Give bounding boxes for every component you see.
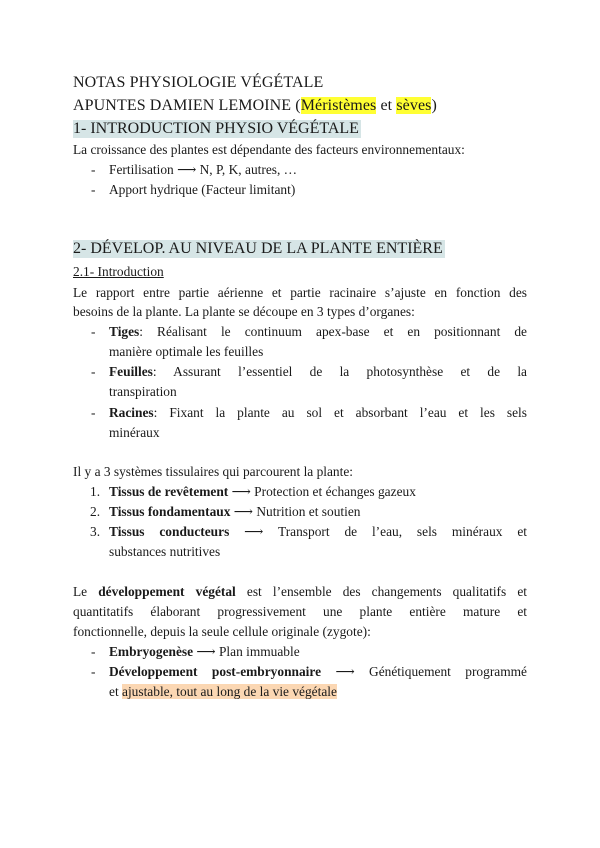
system-term: Tissus conducteurs [109, 524, 230, 539]
system-item [109, 484, 527, 500]
subsection-heading: 2.1- Introduction [73, 264, 164, 279]
bullet-dash: - [91, 182, 96, 197]
organ-term: Tiges [109, 324, 140, 339]
dev-text: est l’ensemble des changements qualitatifs et [235, 584, 527, 599]
paragraph-line: Le rapport entre partie aérienne et partie racinaire s’ajuste en fonction des [73, 285, 527, 300]
dev-item-highlight: ajustable, tout au long de la vie végétale [122, 684, 337, 699]
bullet-dash: - [91, 364, 96, 379]
paragraph-line: besoins de la plante. La plante se découpe en 3 types d’organes: [73, 304, 415, 319]
organ-desc: : Assurant l’essentiel de la photosynthèse et de la [152, 364, 527, 379]
organ-item [109, 364, 527, 380]
section1-heading [73, 120, 361, 138]
organ-item-cont: transpiration [109, 384, 177, 399]
bullet-dash: - [91, 644, 96, 659]
dev-item [109, 644, 527, 660]
dev-paragraph-line [73, 584, 527, 600]
dev-item-text: et [109, 684, 123, 699]
dev-item-term: Embryogenèse [109, 644, 194, 659]
dev-paragraph-line: quantitatifs élaborant progressivement une plante entière mature et [73, 604, 527, 619]
subtitle-highlight-meristemes: Méristèmes [300, 97, 377, 114]
system-desc: ⟶ Protection et échanges gazeux [228, 484, 416, 499]
dev-item-desc: ⟶ Plan immuable [193, 644, 300, 659]
system-term: Tissus fondamentaux [109, 504, 231, 519]
system-item [109, 504, 527, 520]
list-item: Fertilisation ⟶ N, P, K, autres, … [109, 162, 298, 177]
organ-item [109, 405, 527, 421]
section1-intro: La croissance des plantes est dépendante des facteurs environnementaux: [73, 142, 465, 157]
dev-term: développement végétal [98, 584, 236, 599]
subtitle-suffix: ) [431, 97, 437, 114]
section2-heading [73, 240, 445, 258]
organ-item-cont: manière optimale les feuilles [109, 344, 264, 359]
dev-item-desc: ⟶ Génétiquement programmé [321, 664, 527, 679]
organ-desc: : Fixant la plante au sol et absorbant l’eau et les sels [153, 405, 527, 420]
organ-item-cont: minéraux [109, 425, 160, 440]
bullet-dash: - [91, 664, 96, 679]
system-item-cont: substances nutritives [109, 544, 221, 559]
list-number: 1. [90, 484, 101, 499]
organ-term: Racines [109, 405, 154, 420]
bullet-dash: - [91, 324, 96, 339]
document-subtitle [73, 97, 437, 115]
system-term: Tissus de revêtement [109, 484, 229, 499]
section2-heading-text: 2- DÉVELOP. AU NIVEAU DE LA PLANTE ENTIÈRE [73, 240, 443, 257]
system-desc: ⟶ Nutrition et soutien [230, 504, 361, 519]
list-item: Apport hydrique (Facteur limitant) [109, 182, 296, 197]
bullet-dash: - [91, 405, 96, 420]
dev-item-cont [109, 684, 527, 700]
subtitle-prefix: APUNTES DAMIEN LEMOINE ( [73, 97, 301, 114]
organ-term: Feuilles [109, 364, 153, 379]
systems-intro: Il y a 3 systèmes tissulaires qui parcourent la plante: [73, 464, 354, 479]
system-desc: ⟶ Transport de l’eau, sels minéraux et [229, 524, 527, 539]
bullet-dash: - [91, 162, 96, 177]
dev-item [109, 664, 527, 680]
list-number: 3. [90, 524, 101, 539]
organ-desc: : Réalisant le continuum apex-base et en positionnant de [139, 324, 527, 339]
subtitle-highlight-seves: sèves [396, 97, 432, 114]
document-title: NOTAS PHYSIOLOGIE VÉGÉTALE [73, 74, 324, 91]
list-number: 2. [90, 504, 101, 519]
section1-heading-text: 1- INTRODUCTION PHYSIO VÉGÉTALE [73, 120, 359, 137]
dev-paragraph-line: fonctionnelle, depuis la seule cellule originale (zygote): [73, 624, 371, 639]
system-item [109, 524, 527, 540]
subtitle-mid: et [376, 97, 397, 114]
dev-text: Le [73, 584, 99, 599]
organ-item [109, 324, 527, 340]
dev-item-term: Développement post-embryonnaire [109, 664, 322, 679]
